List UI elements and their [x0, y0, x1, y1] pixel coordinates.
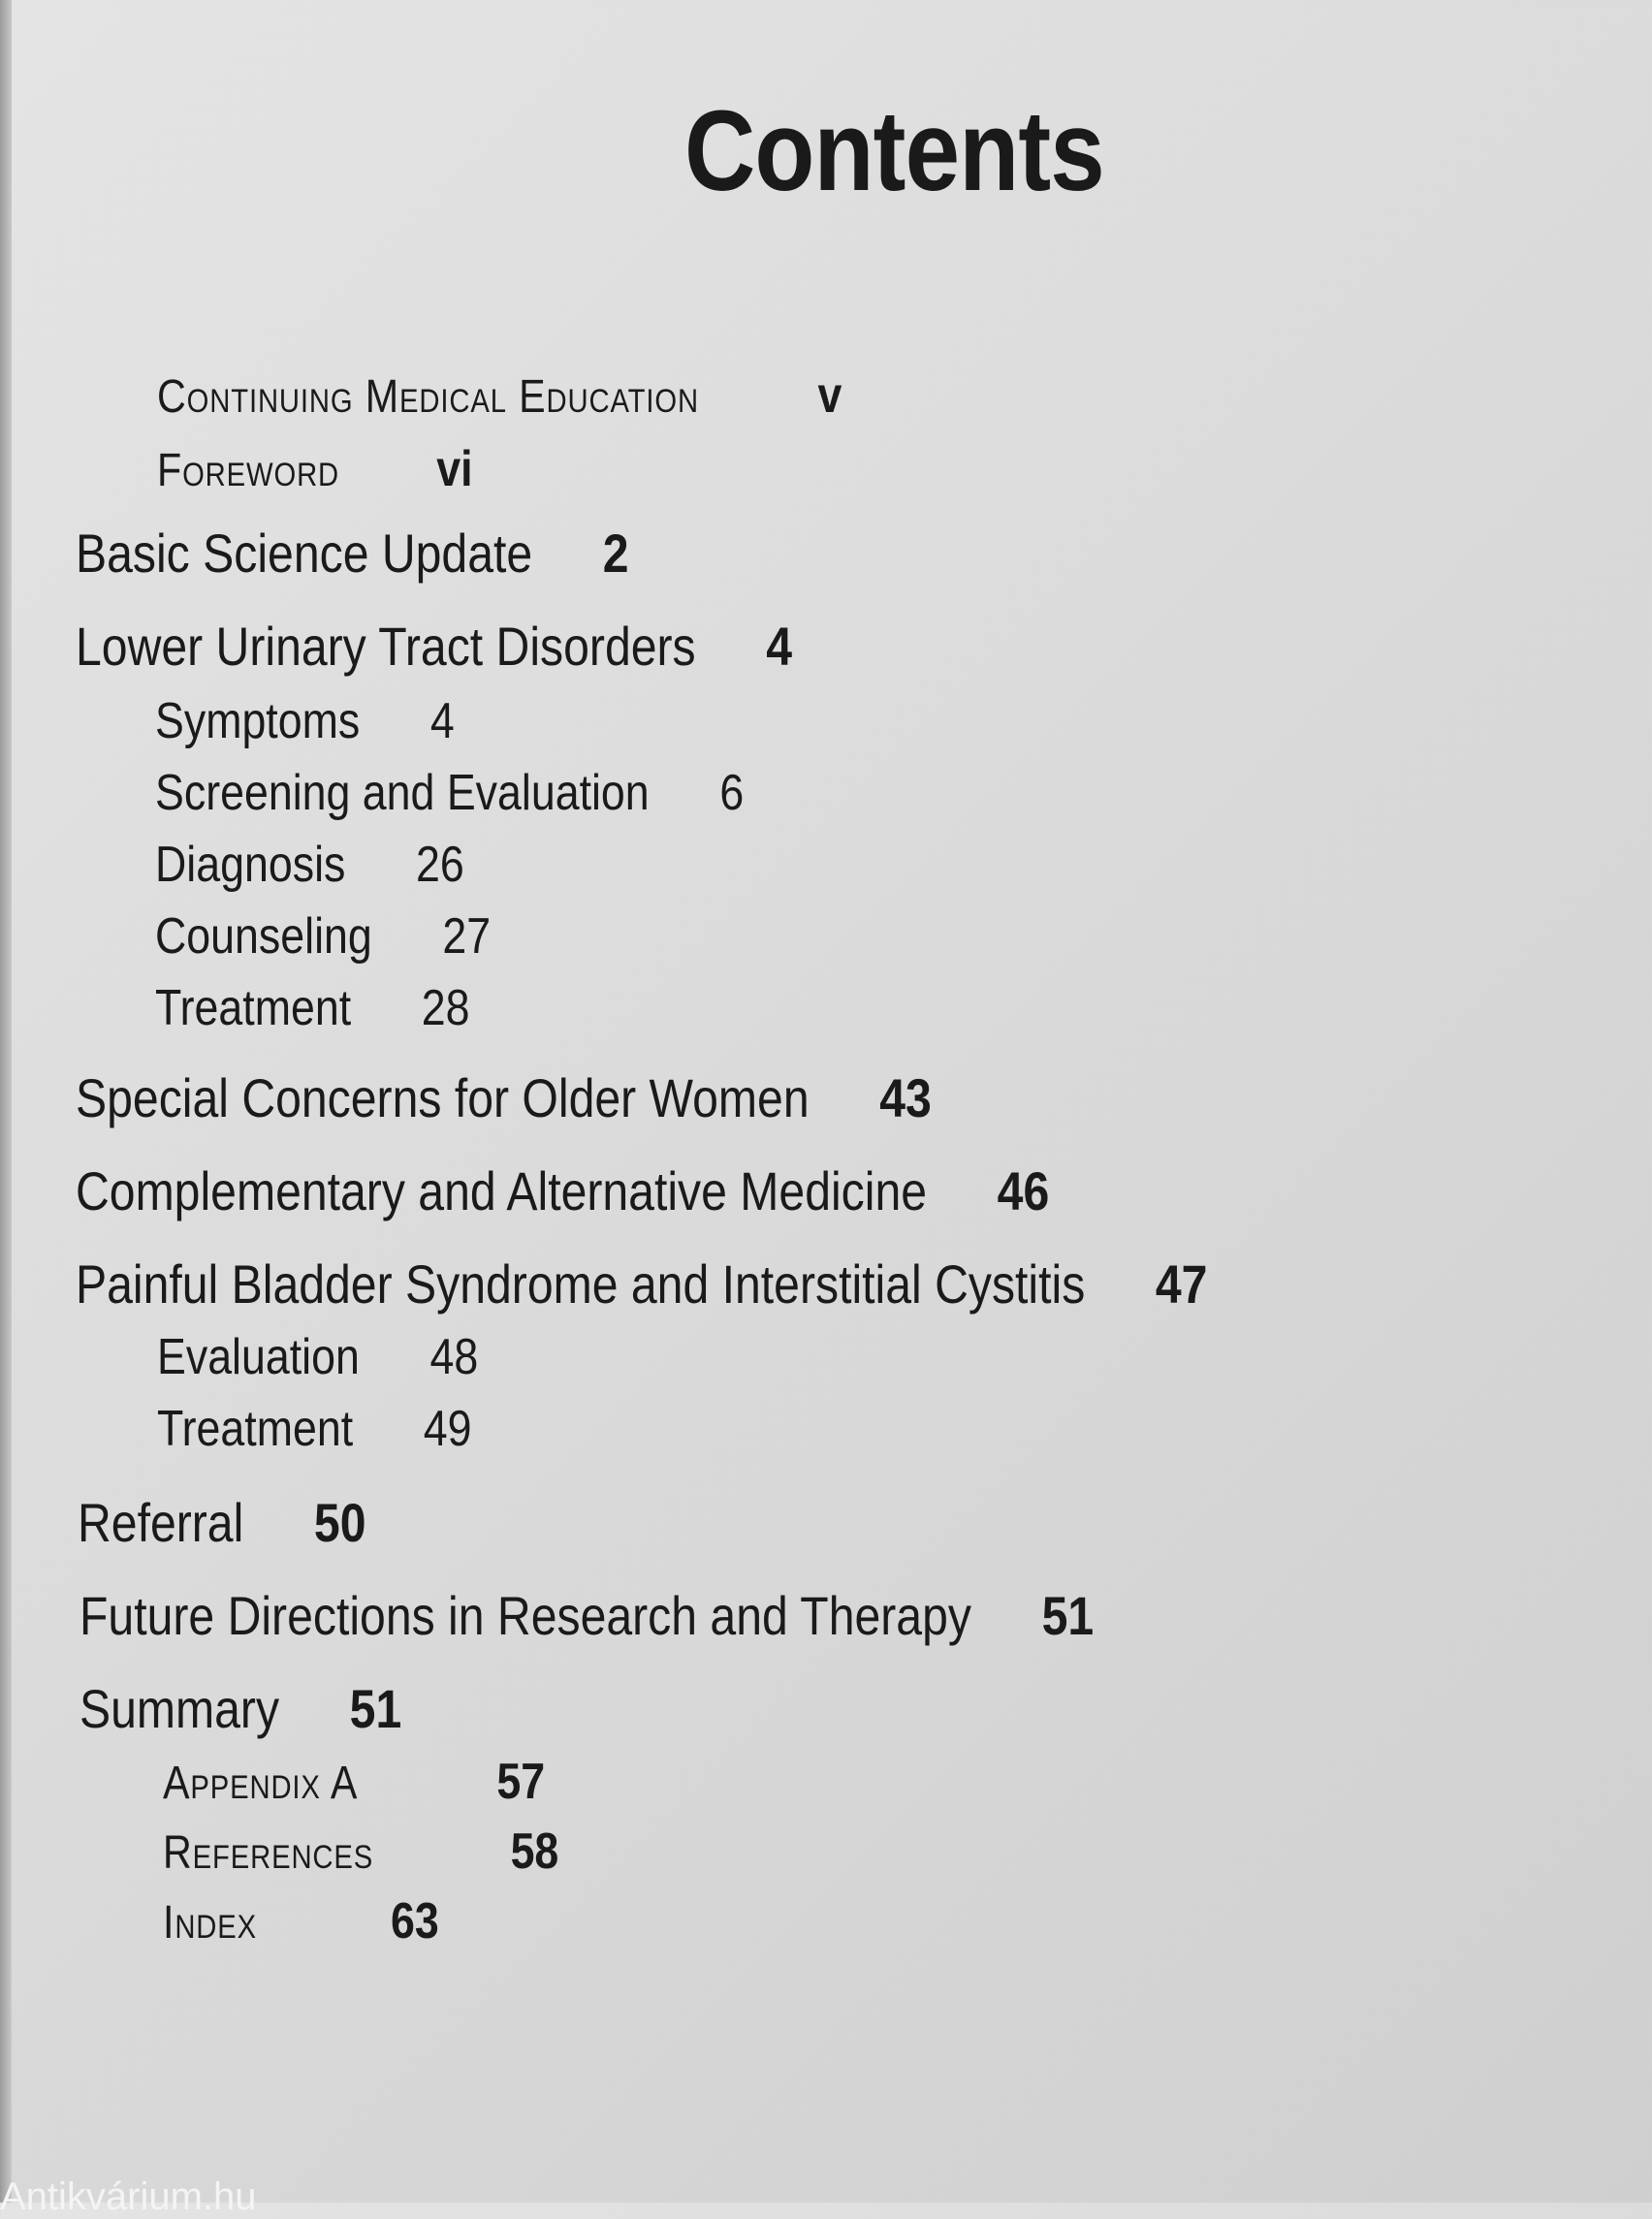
toc-entry-page: vi	[436, 441, 473, 497]
toc-entry-lower-urinary-tract-disorders	[76, 615, 792, 678]
toc-entry-page: 2	[602, 523, 629, 584]
toc-entry-appendix-a	[163, 1753, 545, 1811]
toc-entry-label: Continuing Medical Education	[157, 371, 699, 423]
toc-entry-label: References	[163, 1827, 374, 1879]
toc-entry-page: 43	[879, 1067, 932, 1128]
toc-entry-page: 51	[1041, 1585, 1095, 1646]
toc-entry-label: Diagnosis	[155, 837, 346, 893]
toc-entry-future-directions	[79, 1584, 1094, 1647]
toc-entry-page: 46	[997, 1160, 1050, 1221]
toc-entry-summary	[79, 1677, 401, 1740]
toc-entry-page: 50	[313, 1492, 366, 1553]
toc-subentry-evaluation	[157, 1328, 478, 1386]
toc-entry-references	[163, 1823, 558, 1881]
toc-entry-page: 48	[429, 1329, 479, 1385]
toc-entry-page: 49	[423, 1401, 472, 1457]
toc-entry-page: 57	[496, 1754, 546, 1810]
toc-entry-continuing-medical-education	[157, 366, 842, 425]
toc-entry-label: Symptoms	[155, 693, 361, 749]
toc-entry-label: Index	[163, 1897, 258, 1949]
toc-entry-label: Lower Urinary Tract Disorders	[76, 616, 696, 677]
toc-entry-page: 58	[510, 1823, 559, 1880]
toc-entry-label: Foreword	[157, 445, 340, 496]
toc-entry-label: Summary	[79, 1678, 280, 1739]
toc-entry-page: v	[817, 367, 842, 424]
toc-entry-label: Treatment	[157, 1401, 354, 1457]
page-title: Contents	[684, 87, 1104, 215]
toc-entry-complementary-and-alternative-medicine	[76, 1159, 1049, 1222]
toc-entry-label: Basic Science Update	[76, 523, 533, 584]
toc-entry-label: Evaluation	[157, 1329, 360, 1385]
toc-entry-special-concerns-for-older-women	[76, 1066, 932, 1129]
page-binding-edge	[0, 0, 12, 2203]
toc-subentry-screening-and-evaluation	[155, 764, 744, 822]
toc-entry-painful-bladder-syndrome	[76, 1252, 1207, 1316]
toc-entry-basic-science-update	[76, 522, 629, 585]
toc-subentry-treatment	[155, 979, 470, 1037]
toc-entry-page: 47	[1155, 1253, 1208, 1315]
toc-entry-label: Counseling	[155, 908, 372, 965]
toc-entry-page: 28	[421, 980, 470, 1036]
toc-entry-label: Painful Bladder Syndrome and Interstitial Cystitis	[76, 1253, 1086, 1315]
toc-entry-label: Future Directions in Research and Therapy	[79, 1585, 971, 1646]
watermark-text: Antikvárium.hu	[0, 2175, 257, 2218]
toc-entry-label: Complementary and Alternative Medicine	[76, 1160, 928, 1221]
toc-entry-page: 51	[349, 1678, 402, 1739]
toc-entry-page: 4	[429, 693, 455, 749]
toc-entry-label: Special Concerns for Older Women	[76, 1067, 810, 1128]
toc-entry-label: Screening and Evaluation	[155, 765, 650, 821]
toc-subentry-diagnosis	[155, 836, 464, 894]
toc-subentry-symptoms	[155, 692, 455, 750]
toc-entry-page: 26	[416, 837, 464, 893]
toc-entry-referral	[78, 1491, 365, 1554]
toc-subentry-counseling	[155, 907, 491, 966]
toc-entry-page: 63	[391, 1893, 439, 1950]
toc-entry-page: 27	[442, 908, 492, 965]
toc-entry-foreword	[157, 440, 472, 498]
toc-subentry-treatment-2	[157, 1400, 472, 1458]
toc-entry-label: Appendix A	[163, 1758, 359, 1809]
toc-entry-index	[163, 1892, 439, 1950]
toc-entry-label: Treatment	[155, 980, 352, 1036]
toc-entry-page: 4	[766, 616, 793, 677]
toc-entry-label: Referral	[78, 1492, 244, 1553]
toc-entry-page: 6	[719, 765, 745, 821]
